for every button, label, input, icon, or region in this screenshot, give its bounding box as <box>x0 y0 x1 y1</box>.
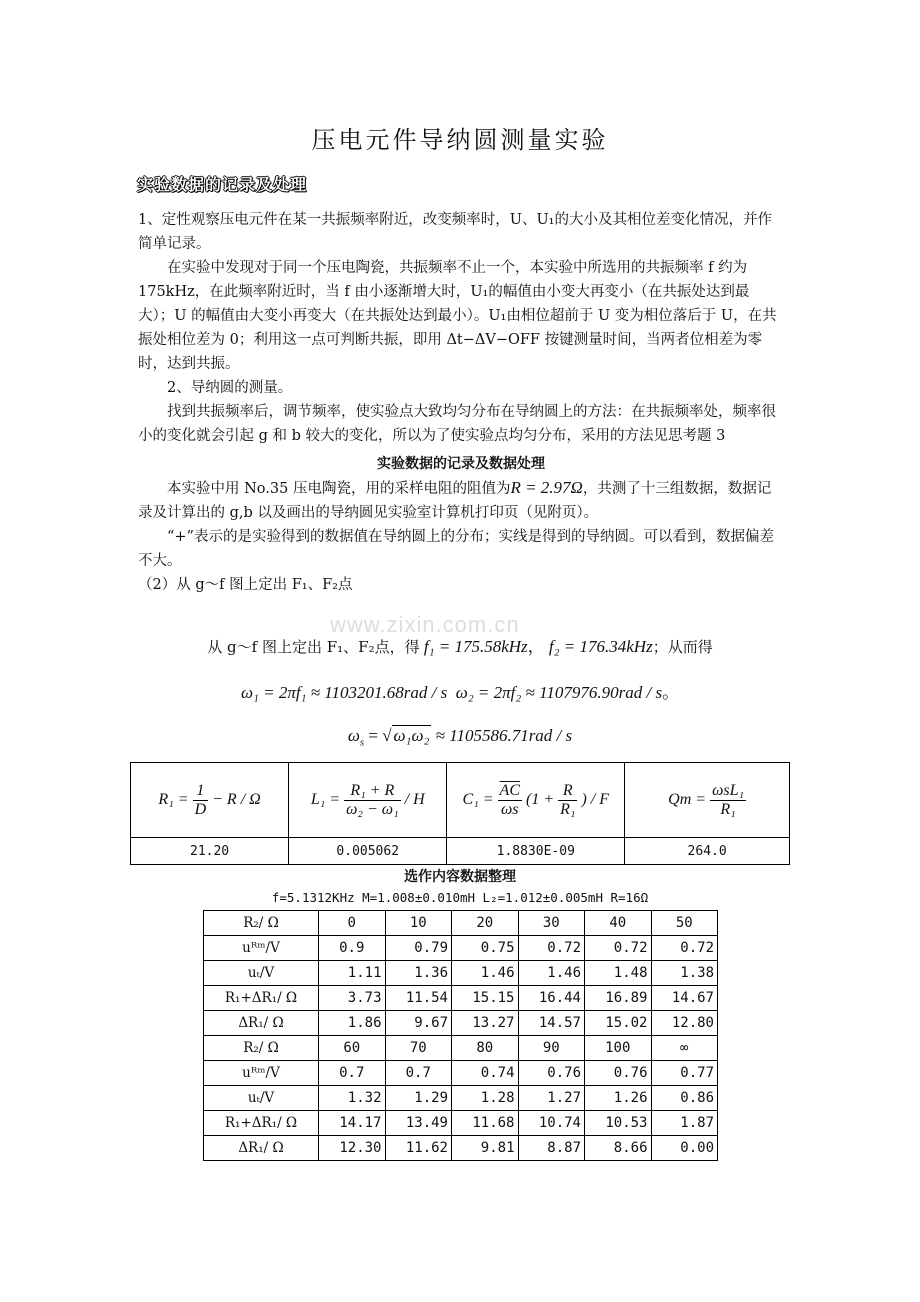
row-label: R₁+ΔR₁/ Ω <box>204 1111 319 1136</box>
equation-1: 从 g～f 图上定出 F₁、F₂点，得 f₁ = 175.58kHz， f₂ = 176.34kHz；从而得 <box>207 637 713 656</box>
row-label: uᴿᵐ/V <box>204 936 319 961</box>
value-r1: 21.20 <box>131 838 289 865</box>
table-cell: 0.7 <box>319 1061 386 1086</box>
table-row <box>204 961 718 986</box>
formula-c1: C₁ = $\frac{\overline{AC}}{\omega s}$ (1 + $\frac{R}{\text{R₁}}$ ) / F <box>447 763 625 838</box>
table-cell: 13.49 <box>385 1111 452 1136</box>
table-cell: 30 <box>518 911 585 936</box>
eq2-tail: 。 <box>662 683 680 702</box>
table-row <box>204 1086 718 1111</box>
row-label: uₜ/V <box>204 1086 319 1111</box>
table-cell: 20 <box>452 911 519 936</box>
eq1-tail: ；从而得 <box>652 638 713 656</box>
table-cell: 0.76 <box>585 1061 652 1086</box>
table-cell: 1.38 <box>651 961 718 986</box>
table-cell: 1.46 <box>452 961 519 986</box>
table-cell: 12.30 <box>319 1136 386 1161</box>
table-cell: 0 <box>319 911 386 936</box>
value-l1: 0.005062 <box>289 838 447 865</box>
table-cell: 40 <box>585 911 652 936</box>
table-cell: 14.57 <box>518 1011 585 1036</box>
table-cell: 11.62 <box>385 1136 452 1161</box>
table-cell: 10 <box>385 911 452 936</box>
table-cell: 15.02 <box>585 1011 652 1036</box>
formula-qm: Qm = $\frac{\text{ωsL₁}}{\text{R₁}}$ <box>625 763 790 838</box>
table-cell: 11.68 <box>452 1111 519 1136</box>
table-cell: 0.72 <box>651 936 718 961</box>
row-label: R₂/ Ω <box>204 911 319 936</box>
table-cell: 1.32 <box>319 1086 386 1111</box>
table-cell: 0.74 <box>452 1061 519 1086</box>
table-cell: 1.36 <box>385 961 452 986</box>
value-c1: 1.8830E-09 <box>447 838 625 865</box>
table-cell: 0.7 <box>385 1061 452 1086</box>
paragraph-5-before: 本实验中用 No.35 压电陶瓷，用的采样电阻的阻值为 <box>167 481 511 497</box>
table2-params: f=5.1312KHz M=1.008±0.010mH L₂=1.012±0.005mH R=16Ω <box>271 890 649 905</box>
equation-2 <box>0 678 920 703</box>
table-cell: 1.86 <box>319 1011 386 1036</box>
table-cell: 1.11 <box>319 961 386 986</box>
optional-data-table-body <box>204 911 718 1161</box>
table-cell: 8.66 <box>585 1136 652 1161</box>
eq3-radicand: ω₁ω₂ <box>393 726 430 745</box>
table-cell: 100 <box>585 1036 652 1061</box>
equation-3: $\omega_s$ = √ ω₁ω₂ ≈ 1105586.71rad / s <box>347 726 573 749</box>
table-cell: 0.79 <box>385 936 452 961</box>
paragraph-4: 找到共振频率后，调节频率，使实验点大致均匀分布在导纳圆上的方法：在共振频率处，频率很小的变化就会引起 g 和 b 较大的变化，所以为了使实验点均匀分布，采用的方法见思考题 3 <box>138 404 776 444</box>
table-cell: 1.46 <box>518 961 585 986</box>
paragraph-2: 在实验中发现对于同一个压电陶瓷，共振频率不止一个，本实验中所选用的共振频率 f 约为 175kHz，在此频率附近时，当 f 由小逐渐增大时，U₁的幅值由小变大再变小（在共振处达到最大）；U 的幅值由大变小再变大（在共振处达到最小）。U₁由相位超前于 U 变为相位落后于 U，在共振处相位差为 0；利用这一点可判断共振，即用 Δt−ΔV−OFF 按键测量时间，当两者位相差为零时，达到共振。 <box>138 260 777 372</box>
eq2-w2: ω₂ = 2πf₂ ≈ 1107976.90rad / s <box>455 683 663 702</box>
table-cell: 8.87 <box>518 1136 585 1161</box>
table-cell: 14.17 <box>319 1111 386 1136</box>
table-row <box>204 1061 718 1086</box>
table-cell: 13.27 <box>452 1011 519 1036</box>
table-row <box>204 986 718 1011</box>
row-label: uₜ/V <box>204 961 319 986</box>
table-cell: 10.74 <box>518 1111 585 1136</box>
table-row <box>204 936 718 961</box>
paragraph-5 <box>138 476 784 525</box>
table-cell: 12.80 <box>651 1011 718 1036</box>
row-label: uᴿᵐ/V <box>204 1061 319 1086</box>
table-cell: 9.81 <box>452 1136 519 1161</box>
table-cell: 0.9 <box>319 936 386 961</box>
paragraph-7: （2）从 g～f 图上定出 F₁、F₂点 <box>138 577 353 593</box>
table-cell: 16.89 <box>585 986 652 1011</box>
table-row <box>204 1136 718 1161</box>
table-cell: 0.72 <box>585 936 652 961</box>
table-cell: 70 <box>385 1036 452 1061</box>
row-label: R₂/ Ω <box>204 1036 319 1061</box>
table-cell: 16.44 <box>518 986 585 1011</box>
table-cell: 90 <box>518 1036 585 1061</box>
page-title: 压电元件导纳圆测量实验 <box>311 126 609 154</box>
subheading: 实验数据的记录及数据处理 <box>377 456 545 472</box>
table-cell: 0.77 <box>651 1061 718 1086</box>
table-cell: 3.73 <box>319 986 386 1011</box>
paragraph-6: “+”表示的是实验得到的数据值在导纳圆上的分布；实线是得到的导纳圆。可以看到，数据偏差不大。 <box>138 529 774 569</box>
optional-data-table <box>203 910 718 1161</box>
eq3-sub: s <box>359 736 365 749</box>
value-qm: 264.0 <box>625 838 790 865</box>
table-cell: 14.67 <box>651 986 718 1011</box>
row-label: R₁+ΔR₁/ Ω <box>204 986 319 1011</box>
body-text <box>138 208 784 597</box>
table-row <box>204 911 718 936</box>
table-row <box>204 1011 718 1036</box>
eq1-text: 从 g～f 图上定出 F₁、F₂点，得 <box>207 638 420 656</box>
table-cell: ∞ <box>651 1036 718 1061</box>
values-row <box>131 838 790 865</box>
table-cell: 10.53 <box>585 1111 652 1136</box>
eq3-rhs: ≈ 1105586.71rad / s <box>435 726 573 745</box>
table-cell: 0.75 <box>452 936 519 961</box>
section-heading: 实验数据的记录及处理 <box>137 175 308 194</box>
table-row <box>204 1036 718 1061</box>
table2-title: 选作内容数据整理 <box>404 869 516 885</box>
formula-row <box>131 763 790 838</box>
table-cell: 1.26 <box>585 1086 652 1111</box>
table-row <box>204 1111 718 1136</box>
eq1-f2: f₂ = 176.34kHz <box>548 637 653 656</box>
eq1-f1: f₁ = 175.58kHz <box>423 637 528 656</box>
watermark: www.zixin.com.cn <box>330 612 520 637</box>
table-cell: 15.15 <box>452 986 519 1011</box>
table-cell: 1.27 <box>518 1086 585 1111</box>
formula-r1: R₁ = $\frac{1}{D}$ − R / Ω <box>131 763 289 838</box>
row-label: ΔR₁/ Ω <box>204 1011 319 1036</box>
parameters-table <box>130 762 790 865</box>
table-cell: 80 <box>452 1036 519 1061</box>
table-cell: 0.76 <box>518 1061 585 1086</box>
table-cell: 9.67 <box>385 1011 452 1036</box>
paragraph-1: 1、定性观察压电元件在某一共振频率附近，改变频率时，U、U₁的大小及其相位差变化情况，并作简单记录。 <box>138 212 772 252</box>
paragraph-5-after: ，共测了十三组数据，数据记录及计算出的 g,b 以及画出的导纳圆见实验室计算机打印页（见附页）。 <box>138 481 772 521</box>
table-cell: 1.29 <box>385 1086 452 1111</box>
table-cell: 0.86 <box>651 1086 718 1111</box>
table-cell: 1.48 <box>585 961 652 986</box>
eq3-lhs: ω <box>347 726 360 745</box>
table-cell: 60 <box>319 1036 386 1061</box>
table-cell: 11.54 <box>385 986 452 1011</box>
table-cell: 1.28 <box>452 1086 519 1111</box>
formula-l1: L₁ = $\frac{\text{R₁ + R}}{\text{ω₂ − ω₁}}$ / H <box>289 763 447 838</box>
table-cell: 0.00 <box>651 1136 718 1161</box>
eq2-w1: ω₁ = 2πf₁ ≈ 1103201.68rad / s <box>240 683 448 702</box>
row-label: ΔR₁/ Ω <box>204 1136 319 1161</box>
table-cell: 1.87 <box>651 1111 718 1136</box>
table-cell: 0.72 <box>518 936 585 961</box>
resistance-value: R = 2.97Ω <box>510 478 583 497</box>
table-cell: 50 <box>651 911 718 936</box>
paragraph-3: 2、导纳圆的测量。 <box>167 380 293 396</box>
